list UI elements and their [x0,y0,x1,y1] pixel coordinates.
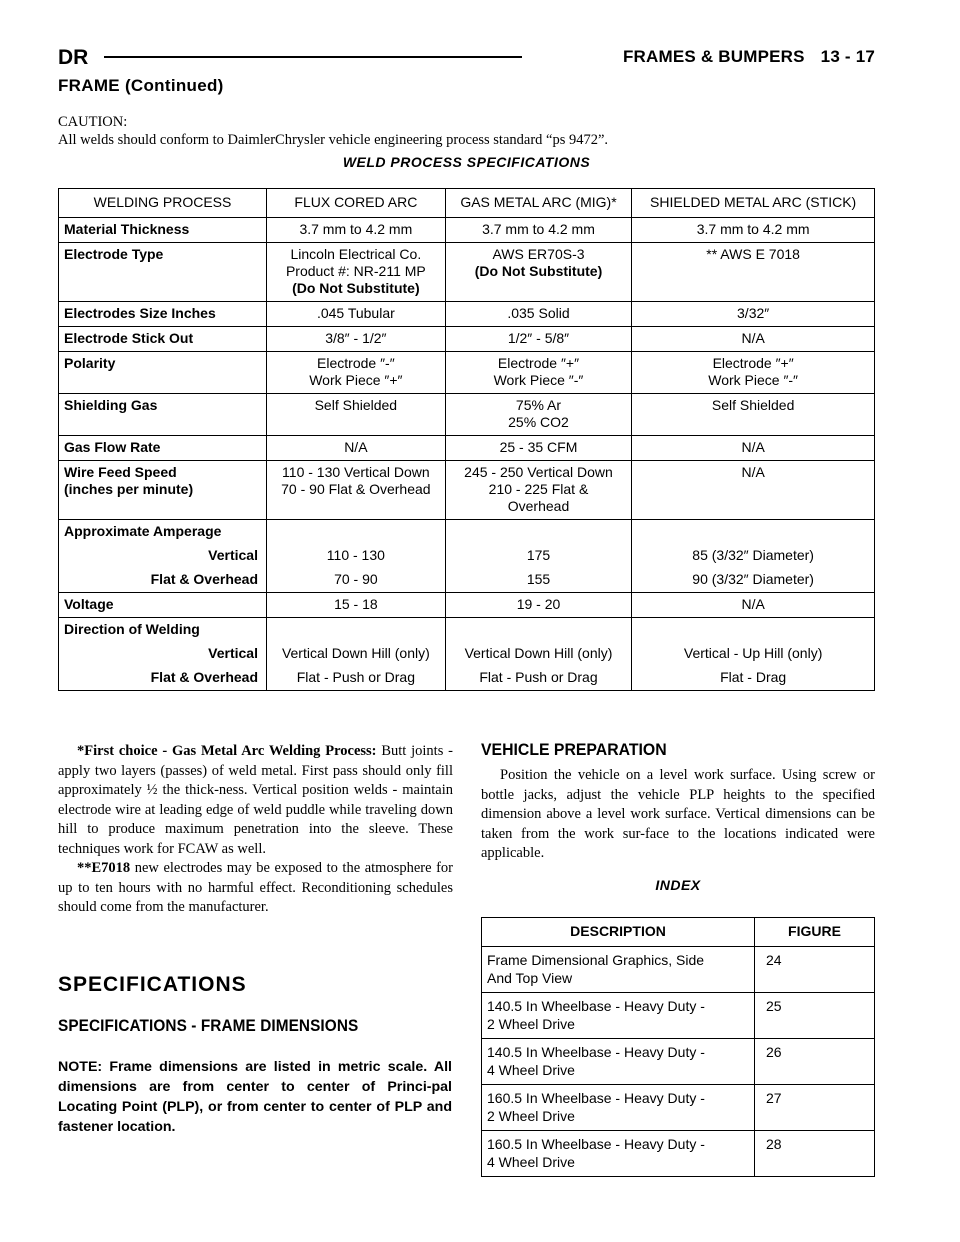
table-cell: 90 (3/32″ Diameter) [632,568,875,593]
page-header [58,44,875,70]
footnote-first-bold: *First choice - Gas Metal Arc Welding Process: [77,743,377,759]
header-right [623,47,875,67]
cell-line: Electrode ″-″ [317,355,395,371]
footnotes [58,742,453,918]
row-label: Electrode Stick Out [59,327,267,352]
table-row [59,642,875,666]
row-sublabel: Vertical [59,642,267,666]
index-title: INDEX [655,877,701,893]
table-cell: Vertical Down Hill (only) [445,642,632,666]
table-cell: 3.7 mm to 4.2 mm [445,218,632,243]
table-row [59,327,875,352]
table-cell: N/A [267,436,446,461]
table-cell: 3/8″ - 1/2″ [267,327,446,352]
frame-dimensions-note: NOTE: Frame dimensions are listed in metric scale. All dimensions are from center to center of Princi-pal Locating Point (PLP), or from center to center of PLP and fastener location. [58,1059,452,1135]
cell-line: (Do Not Substitute) [292,280,420,296]
cell-line: 210 - 225 Flat & [488,481,589,497]
row-label: Direction of Welding [59,618,267,643]
row-sublabel: Vertical [59,544,267,568]
table-cell: Self Shielded [267,394,446,436]
table-cell [482,1085,755,1131]
table-cell: 155 [445,568,632,593]
cell-line: And Top View [487,970,573,986]
table-cell: 28 [755,1131,875,1177]
table-cell: 25 [755,993,875,1039]
table-row [59,618,875,643]
table-cell: N/A [632,436,875,461]
row-label: Material Thickness [59,218,267,243]
table-cell: 24 [755,947,875,993]
cell-line: Electrode ″+″ [497,355,580,371]
row-label: Shielding Gas [59,394,267,436]
table-cell: 15 - 18 [267,593,446,618]
cell-line: 70 - 90 Flat & Overhead [281,481,431,497]
caution-label: CAUTION: [58,114,128,130]
table-row [59,302,875,327]
table-cell [482,947,755,993]
cell-line: (inches per minute) [64,481,194,497]
table-cell [632,520,875,545]
table-cell [445,520,632,545]
cell-line: AWS ER70S-3 [492,246,585,262]
table-cell: .045 Tubular [267,302,446,327]
table-row [59,352,875,394]
footnote-first [58,742,453,859]
table-cell [445,352,632,394]
table-row [59,436,875,461]
specifications-heading: SPECIFICATIONS [58,973,247,996]
caution-text: All welds should conform to DaimlerChrysler vehicle engineering process standard “ps 9472”. [58,132,609,148]
cell-line: 2 Wheel Drive [487,1108,575,1124]
table-row [59,544,875,568]
row-sublabel: Flat & Overhead [59,666,267,691]
table-cell: 110 - 130 [267,544,446,568]
footnote-first-text: Butt joints - apply two layers (passes) of weld metal. First pass should only fill approximately ½ the thick-ness. Vertical position welds - maintain electrode wire at leading edge of weld puddle while traveling down hill to produce maximum penetration into the sleeve. These techniques work for FCAW as well. [58,743,453,857]
cell-line: Work Piece ″-″ [493,372,584,388]
table-row [59,568,875,593]
cell-line: Work Piece ″+″ [309,372,403,388]
table-row [482,918,875,947]
cell-line: Frame Dimensional Graphics, Side [487,952,705,968]
footnote-second-bold: **E7018 [77,860,131,876]
table-cell: 70 - 90 [267,568,446,593]
table-row [59,666,875,691]
row-label: Voltage [59,593,267,618]
cell-line: 2 Wheel Drive [487,1016,575,1032]
row-label: Electrodes Size Inches [59,302,267,327]
cell-line: 140.5 In Wheelbase - Heavy Duty - [487,1044,705,1060]
table-row [59,243,875,302]
table-cell: 26 [755,1039,875,1085]
cell-line: 25% CO2 [508,414,569,430]
table-cell: 3.7 mm to 4.2 mm [267,218,446,243]
table-row [59,189,875,218]
row-sublabel: Flat & Overhead [59,568,267,593]
cell-line: Overhead [507,498,570,514]
table-cell [445,394,632,436]
weld-process-table [58,188,875,691]
table-row [59,461,875,520]
footnote-second [58,859,453,918]
frame-dimensions-heading: SPECIFICATIONS - FRAME DIMENSIONS [58,1017,359,1035]
table-row [482,947,875,993]
table-cell [482,1039,755,1085]
table-row [482,1085,875,1131]
table-cell [267,520,446,545]
table-cell: 27 [755,1085,875,1131]
table-header-cell: SHIELDED METAL ARC (STICK) [632,189,875,218]
table-cell: Flat - Push or Drag [445,666,632,691]
table-cell: ** AWS E 7018 [632,243,875,302]
table-cell: N/A [632,327,875,352]
table-cell: Vertical Down Hill (only) [267,642,446,666]
table-cell [267,461,446,520]
row-label: Polarity [59,352,267,394]
cell-line: 160.5 In Wheelbase - Heavy Duty - [487,1136,705,1152]
cell-line: 4 Wheel Drive [487,1062,575,1078]
table-cell [632,618,875,643]
table-cell: 85 (3/32″ Diameter) [632,544,875,568]
header-section-title: FRAMES & BUMPERS [622,47,805,66]
cell-line: Work Piece ″-″ [708,372,799,388]
vehicle-preparation-heading: VEHICLE PREPARATION [481,740,667,759]
cell-line: 75% Ar [515,397,562,413]
table-header-cell: GAS METAL ARC (MIG)* [445,189,632,218]
table-cell: .035 Solid [445,302,632,327]
table-row [59,218,875,243]
weld-table-title: WELD PROCESS SPECIFICATIONS [342,154,591,170]
header-rule [104,56,522,58]
table-cell: N/A [632,461,875,520]
row-label: Gas Flow Rate [59,436,267,461]
table-header-cell: FLUX CORED ARC [267,189,446,218]
table-cell: N/A [632,593,875,618]
cell-line: 140.5 In Wheelbase - Heavy Duty - [487,998,705,1014]
header-model-code: DR [58,46,89,69]
table-cell [445,243,632,302]
table-cell [482,993,755,1039]
table-cell [445,618,632,643]
row-label: Electrode Type [59,243,267,302]
section-title: FRAME (Continued) [58,76,224,95]
cell-line: 110 - 130 Vertical Down [282,464,430,480]
table-cell: 19 - 20 [445,593,632,618]
row-label: Approximate Amperage [59,520,267,545]
cell-line: Wire Feed Speed [64,464,177,480]
index-table [481,917,875,1177]
cell-line: 4 Wheel Drive [487,1154,575,1170]
table-cell: 25 - 35 CFM [445,436,632,461]
table-cell: 3.7 mm to 4.2 mm [632,218,875,243]
table-cell [482,1131,755,1177]
vehicle-preparation-paragraph: Position the vehicle on a level work surface. Using screw or bottle jacks, adjust the vehicle PLP heights to the specified dimension above a level work surface. Vertical dimensions can be taken from the work sur-face to the locations indicated were applicable. [481,767,875,861]
table-header-cell: DESCRIPTION [482,918,755,947]
cell-line: 160.5 In Wheelbase - Heavy Duty - [487,1090,705,1106]
table-row [59,593,875,618]
table-cell: Flat - Drag [632,666,875,691]
cell-line: (Do Not Substitute) [474,263,603,279]
table-row [59,394,875,436]
table-row [482,1131,875,1177]
table-cell: 1/2″ - 5/8″ [445,327,632,352]
table-header-cell: WELDING PROCESS [59,189,267,218]
vehicle-preparation-text [481,766,875,864]
cell-line: Electrode ″+″ [712,355,794,371]
footnote-second-text: new electrodes may be exposed to the atmosphere for up to ten hours with no harmful effect. Reconditioning schedules should come from the manufacturer. [58,860,453,915]
table-cell [267,243,446,302]
table-row [482,1039,875,1085]
row-label [59,461,267,520]
table-cell: Self Shielded [632,394,875,436]
table-cell [445,461,632,520]
table-cell [632,352,875,394]
cell-line: 245 - 250 Vertical Down [464,464,613,480]
table-cell [267,618,446,643]
table-cell: Vertical - Up Hill (only) [632,642,875,666]
caution-block [58,113,888,149]
table-cell [267,352,446,394]
table-cell: 3/32″ [632,302,875,327]
table-row [59,520,875,545]
table-cell: 175 [445,544,632,568]
table-cell: Flat - Push or Drag [267,666,446,691]
cell-line: Product #: NR-211 MP [285,263,426,279]
table-header-cell: FIGURE [755,918,875,947]
table-row [482,993,875,1039]
cell-line: Lincoln Electrical Co. [290,246,422,262]
header-page-number: 13 - 17 [820,47,875,66]
